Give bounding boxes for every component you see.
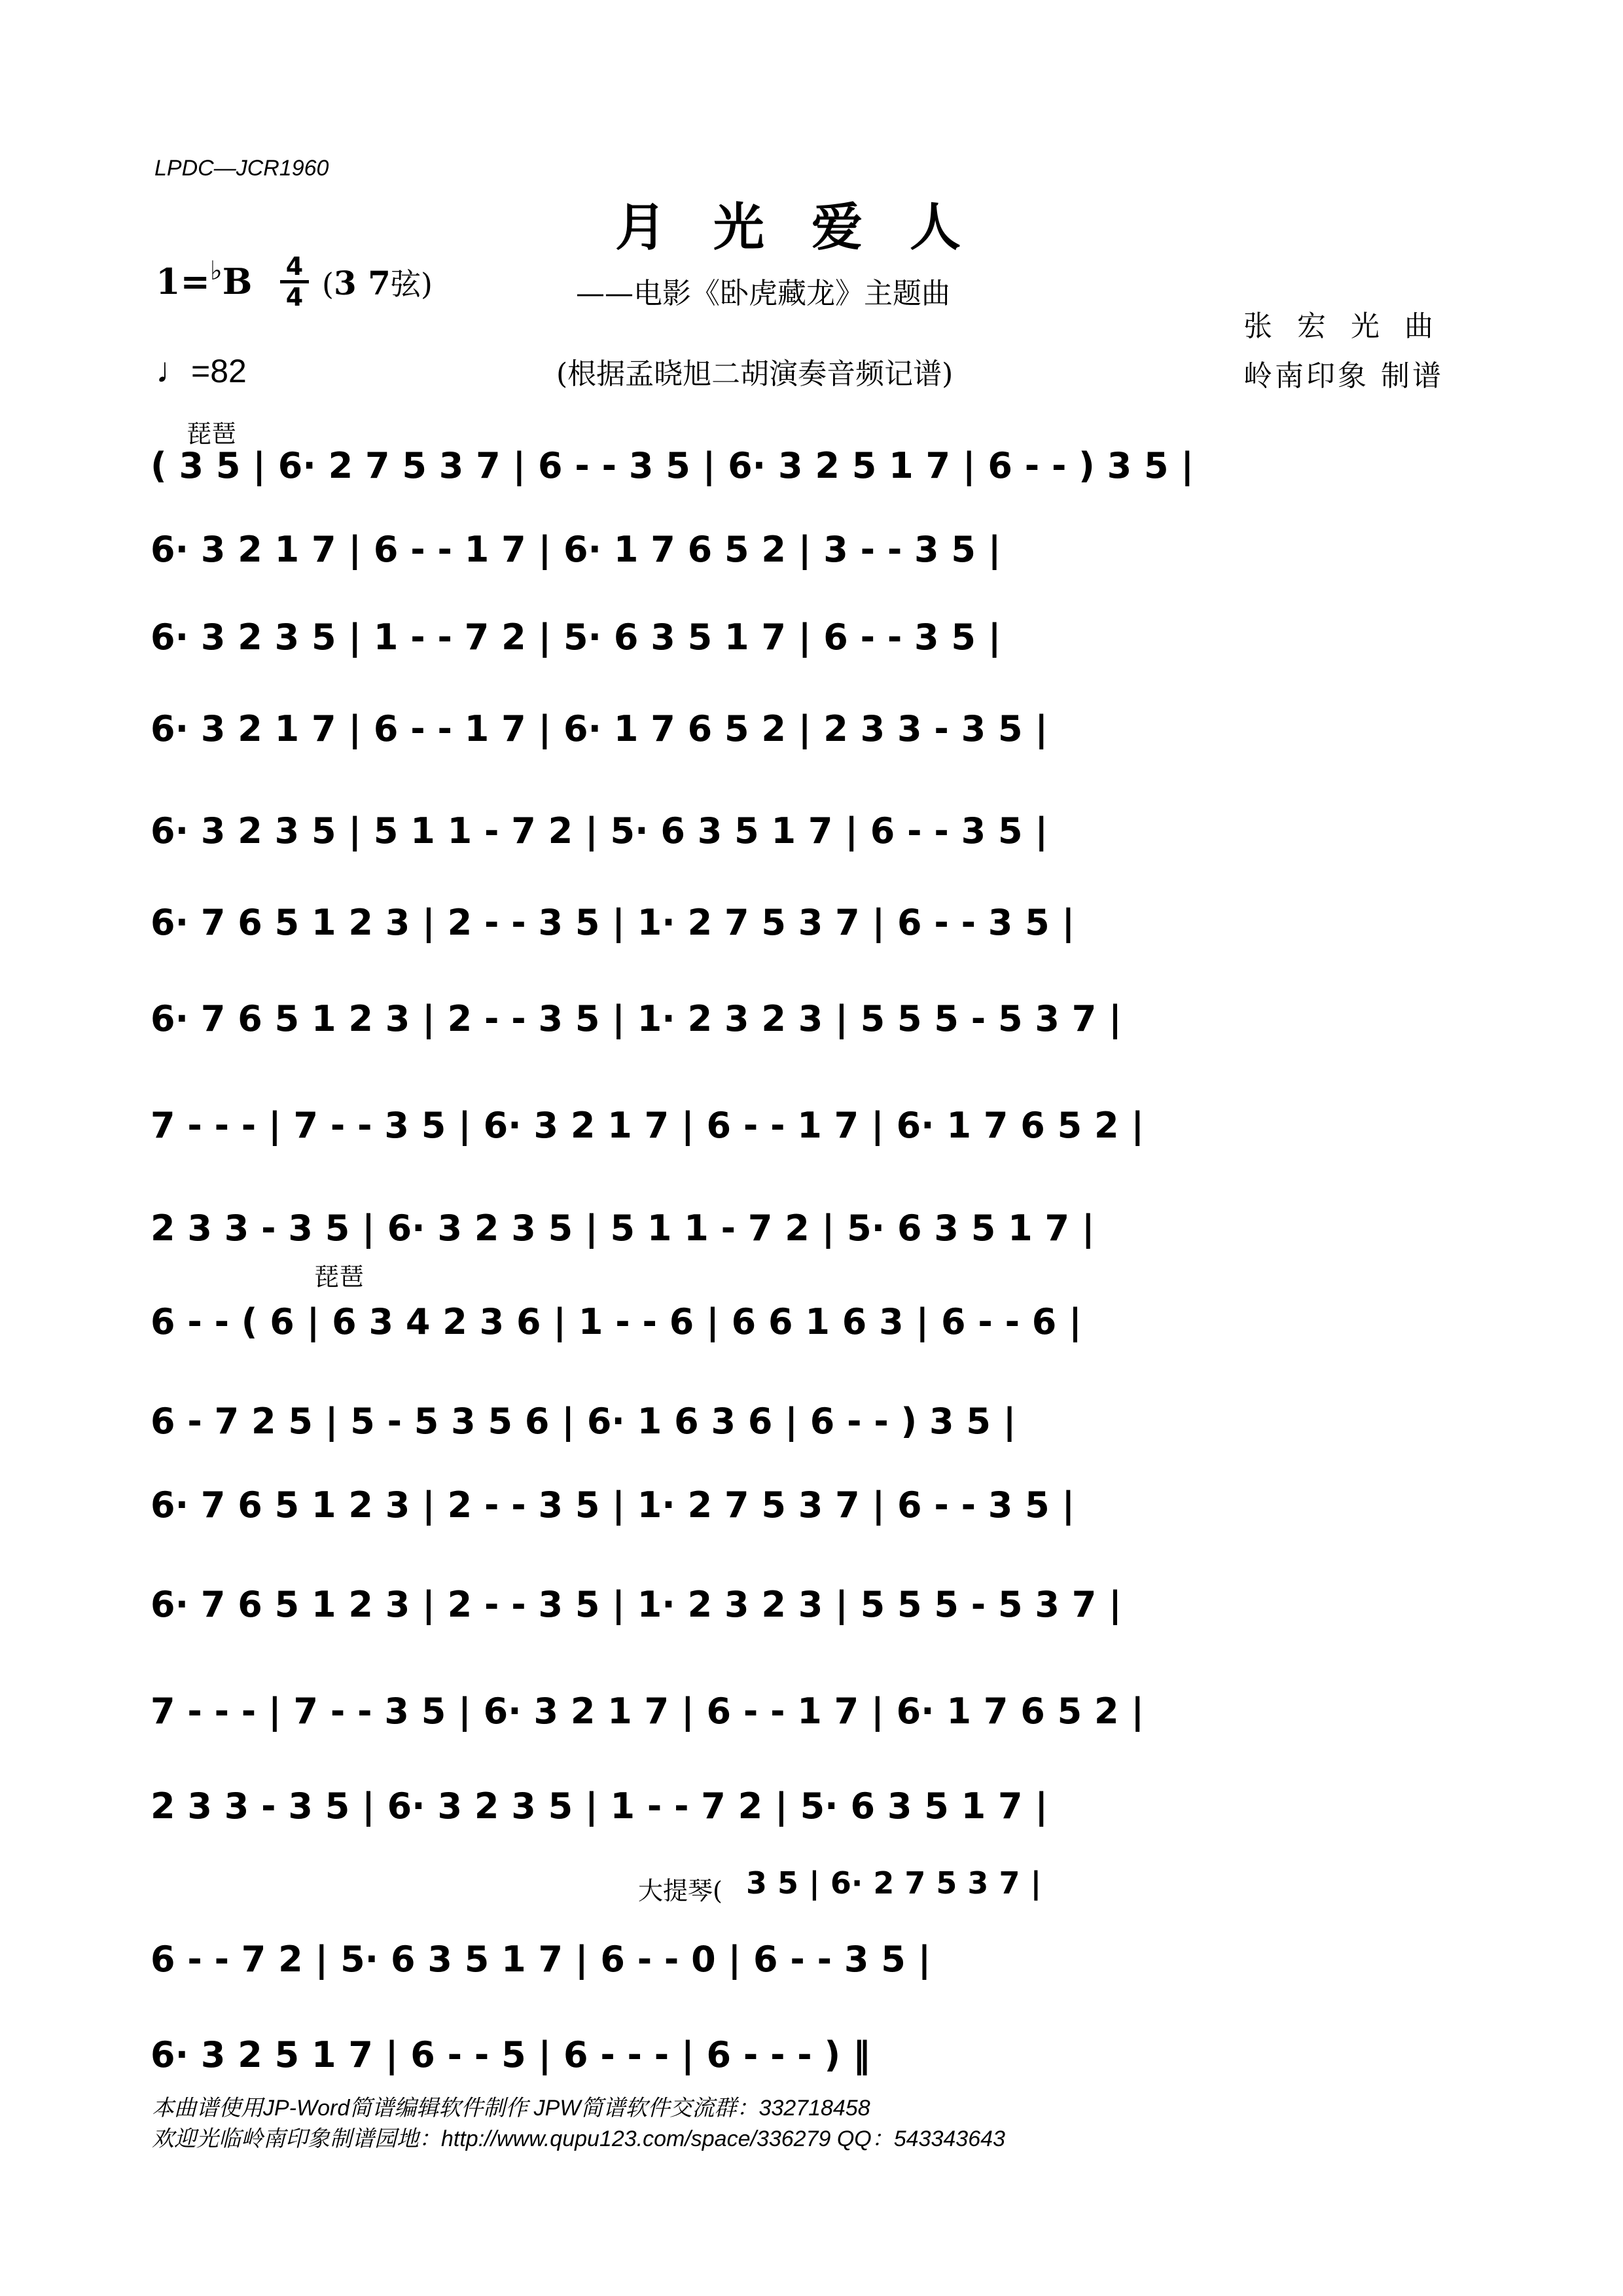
quarter-note-icon: ♩ <box>156 351 191 390</box>
footer-line-2: 欢迎光临岭南印象制谱园地：http://www.qupu123.com/space/336279 QQ：543343643 <box>152 2126 1005 2151</box>
score-code: LPDC—JCR1960 <box>154 156 329 181</box>
staff-row: 6· 3 2 3 5 | 5 1 1 - 7 2 | 5· 6 3 5 1 7 | 6 - - 3 5 | <box>151 810 1048 852</box>
staff-row: 6· 7 6 5 1 2 3 | 2 - - 3 5 | 1· 2 7 5 3 7 | 6 - - 3 5 | <box>151 1484 1075 1526</box>
staff-row: 6 - 7 2 5 | 5 - 5 3 5 6 | 6· 1 6 3 6 | 6 - - ) 3 5 | <box>151 1401 1016 1442</box>
staff-row: 6· 3 2 3 5 | 1 - - 7 2 | 5· 6 3 5 1 7 | 6 - - 3 5 | <box>151 617 1001 658</box>
staff-row: 6 - - ( 6 | 6 3 4 2 3 6 | 1 - - 6 | 6 6 1 6 3 | 6 - - 6 | <box>151 1301 1082 1342</box>
footer-line-1: 本曲谱使用JP-Word简谱编辑软件制作 JPW简谱软件交流群：332718458 <box>152 2096 870 2121</box>
string-notes: 3 7 <box>333 264 391 302</box>
staff-row: 6· 7 6 5 1 2 3 | 2 - - 3 5 | 1· 2 3 2 3 | 5 5 5 - 5 3 7 | <box>151 1584 1122 1625</box>
staff-row: 6· 3 2 1 7 | 6 - - 1 7 | 6· 1 7 6 5 2 | 3 - - 3 5 | <box>151 529 1001 570</box>
staff-row: 7 - - - | 7 - - 3 5 | 6· 3 2 1 7 | 6 - - 1 7 | 6· 1 7 6 5 2 | <box>151 1105 1145 1146</box>
subtitle: ——电影《卧虎藏龙》主题曲 <box>576 277 950 310</box>
key-note: B <box>222 260 253 302</box>
staff-row: 6· 3 2 5 1 7 | 6 - - 5 | 6 - - - | 6 - - - ) ‖ <box>151 2034 870 2075</box>
page-title: 月光爱人 <box>615 198 1008 257</box>
time-top: 4 <box>285 252 304 281</box>
staff-row: 2 3 3 - 3 5 | 6· 3 2 3 5 | 1 - - 7 2 | 5· 6 3 5 1 7 | <box>151 1785 1048 1827</box>
cello-label: 大提琴( <box>638 1876 722 1905</box>
staff-row: 6· 7 6 5 1 2 3 | 2 - - 3 5 | 1· 2 3 2 3 | 5 5 5 - 5 3 7 | <box>151 998 1122 1039</box>
flat-icon: ♭ <box>209 255 223 286</box>
staff-row: ( 3 5 | 6· 2 7 5 3 7 | 6 - - 3 5 | 6· 3 2 5 1 7 | 6 - - ) 3 5 | <box>151 445 1194 486</box>
pipa-label: 琵琶 <box>187 420 237 448</box>
tempo-value: =82 <box>191 353 247 389</box>
key-signature <box>156 255 252 302</box>
arranger: 岭南印象 制谱 <box>1243 359 1444 393</box>
string-tuning: (3 7弦) <box>322 264 433 302</box>
composer: 张 宏 光 曲 <box>1243 310 1441 343</box>
time-signature <box>280 254 309 310</box>
staff-row: 7 - - - | 7 - - 3 5 | 6· 3 2 1 7 | 6 - - 1 7 | 6· 1 7 6 5 2 | <box>151 1691 1145 1732</box>
staff-row: 6· 3 2 1 7 | 6 - - 1 7 | 6· 1 7 6 5 2 | 2 3 3 - 3 5 | <box>151 708 1048 749</box>
staff-row: 6· 7 6 5 1 2 3 | 2 - - 3 5 | 1· 2 7 5 3 7 | 6 - - 3 5 | <box>151 902 1075 943</box>
staff-row: 2 3 3 - 3 5 | 6· 3 2 3 5 | 5 1 1 - 7 2 | 5· 6 3 5 1 7 | <box>151 1208 1095 1249</box>
tempo-marking <box>156 350 247 391</box>
time-bottom: 4 <box>285 283 304 312</box>
transcription-note: (根据孟晓旭二胡演奏音频记谱) <box>556 357 954 391</box>
cello-row: 3 5 | 6· 2 7 5 3 7 | <box>746 1865 1042 1901</box>
pipa-label-2: 琵琶 <box>314 1263 365 1291</box>
key-prefix: 1= <box>156 260 210 302</box>
staff-row: 6 - - 7 2 | 5· 6 3 5 1 7 | 6 - - 0 | 6 - - 3 5 | <box>151 1939 931 1980</box>
